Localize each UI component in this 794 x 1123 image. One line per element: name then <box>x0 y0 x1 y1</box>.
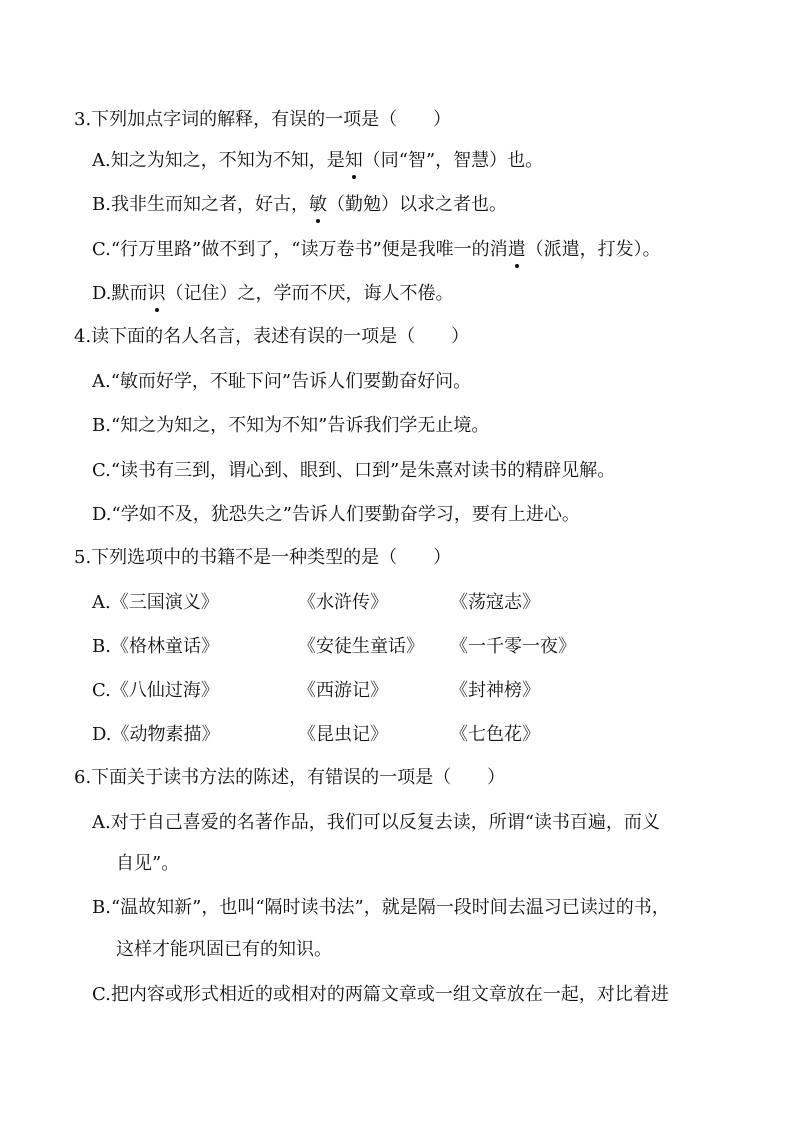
book-title: 《水浒传》 <box>298 592 388 613</box>
question-6-option-b-line2: 这样才能巩固已有的知识。 <box>116 939 332 960</box>
question-3-stem <box>74 108 451 132</box>
question-6-option-a-line2: 自见”。 <box>116 853 180 874</box>
option-c-prefix: C.“行万里路”做不到了，“读万卷书”便是我唯一的消 <box>92 239 508 260</box>
question-4-option-a: A.“敏而好学，不耻下问”告诉人们要勤奋好问。 <box>92 371 472 392</box>
question-3-option-a <box>92 149 543 173</box>
question-3-stem-text: 3.下列加点字词的解释，有误的一项是（ ） <box>74 109 452 130</box>
book-title: 《安徒生童话》 <box>298 636 424 657</box>
option-b-prefix: B.我非生而知之者，好古， <box>92 194 309 215</box>
option-c-suffix: （派遣，打发）。 <box>525 239 661 260</box>
book-title: 《荡寇志》 <box>450 592 540 613</box>
question-3-option-b <box>92 193 507 217</box>
book-title: 《昆虫记》 <box>298 724 388 745</box>
question-4-option-b: B.“知之为知之，不知为不知”告诉我们学无止境。 <box>92 415 490 436</box>
option-a-prefix: A.知之为知之，不知为不知，是 <box>92 150 345 171</box>
emphasis-dot-char: 识 <box>147 283 166 304</box>
option-d-suffix: （记住）之，学而不厌，诲人不倦。 <box>165 283 454 304</box>
book-title: D.《动物素描》 <box>92 724 220 745</box>
question-6-option-c-line1: C.把内容或形式相近的或相对的两篇文章或一组文章放在一起，对比着进 <box>92 984 669 1005</box>
book-title: B.《格林童话》 <box>92 636 219 657</box>
question-3-option-d <box>92 282 454 306</box>
question-5-stem: 5.下列选项中的书籍不是一种类型的是（ ） <box>74 547 452 568</box>
book-title: A.《三国演义》 <box>92 592 219 613</box>
emphasis-dot-char: 遣 <box>507 239 526 260</box>
book-title: C.《八仙过海》 <box>92 680 219 701</box>
option-d-prefix: D.默而 <box>92 283 148 304</box>
question-6-stem: 6.下面关于读书方法的陈述，有错误的一项是（ ） <box>74 767 506 788</box>
question-4-option-c: C.“读书有三到，谓心到、眼到、口到”是朱熹对读书的精辟见解。 <box>92 460 616 481</box>
question-6-option-a-line1: A.对于自己喜爱的名著作品，我们可以反复去读，所谓“读书百遍，而义 <box>92 812 660 833</box>
option-b-suffix: （勤勉）以求之者也。 <box>326 194 507 215</box>
emphasis-dot-char: 敏 <box>308 194 327 215</box>
emphasis-dot-char: 知 <box>344 150 363 171</box>
question-6-option-b-line1: B.“温故知新”，也叫“隔时读书法”，就是隔一段时间去温习已读过的书， <box>92 897 670 918</box>
question-4-stem: 4.读下面的名人名言，表述有误的一项是（ ） <box>74 326 470 347</box>
book-title: 《一千零一夜》 <box>450 636 576 657</box>
book-title: 《七色花》 <box>450 724 540 745</box>
book-title: 《西游记》 <box>298 680 388 701</box>
book-title: 《封神榜》 <box>450 680 540 701</box>
question-3-option-c <box>92 238 661 262</box>
question-4-option-d: D.“学如不及，犹恐失之”告诉人们要勤奋学习，要有上进心。 <box>92 504 580 525</box>
option-a-suffix: （同“智”，智慧）也。 <box>362 150 544 171</box>
